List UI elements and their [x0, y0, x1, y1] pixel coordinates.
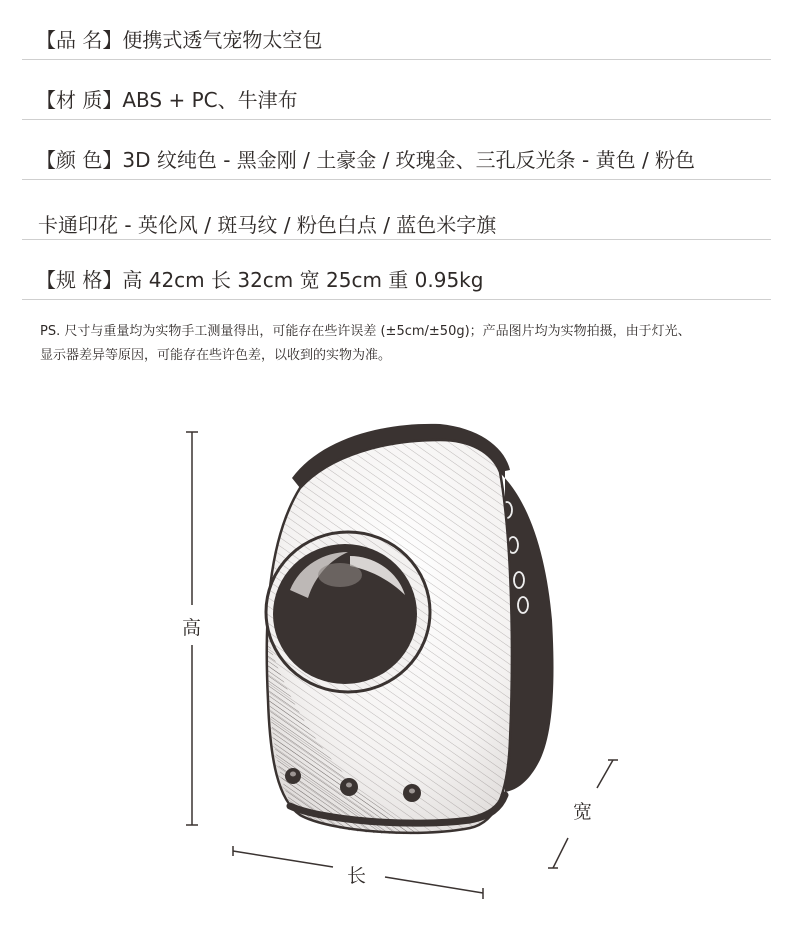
divider [22, 299, 771, 300]
spec-size-row: 【规 格】高 42cm 长 32cm 宽 25cm 重 0.95kg [36, 268, 484, 292]
spec-color-row: 【颜 色】3D 纹纯色 - 黑金刚 / 土豪金 / 玫瑰金、三孔反光条 - 黄色 / 粉色 [36, 148, 696, 172]
disclaimer-note [40, 320, 775, 368]
spec-material-row: 【材 质】ABS + PC、牛津布 [36, 88, 298, 112]
backpack-illustration [266, 424, 554, 834]
spec-name-row: 【品 名】便携式透气宠物太空包 [36, 28, 323, 52]
backpack-dimension-illustration [0, 400, 790, 945]
divider [22, 239, 771, 240]
divider [22, 179, 771, 180]
divider [22, 59, 771, 60]
disclaimer-line-2: 显示器差异等原因，可能存在些许色差，以收到的实物为准。 [40, 348, 392, 363]
width-label: 宽 [573, 801, 593, 823]
height-dimension [182, 432, 201, 825]
length-dimension [233, 846, 483, 899]
length-label: 长 [347, 865, 367, 887]
spec-color-row-continued: 卡通印花 - 英伦风 / 斑马纹 / 粉色白点 / 蓝色米字旗 [38, 213, 497, 237]
disclaimer-line-1: PS. 尺寸与重量均为实物手工测量得出，可能存在些许误差 (±5cm/±50g)；产品图片均为实物拍摄，由于灯光、 [40, 324, 691, 339]
height-label: 高 [182, 617, 202, 639]
width-dimension [548, 760, 618, 868]
divider [22, 119, 771, 120]
